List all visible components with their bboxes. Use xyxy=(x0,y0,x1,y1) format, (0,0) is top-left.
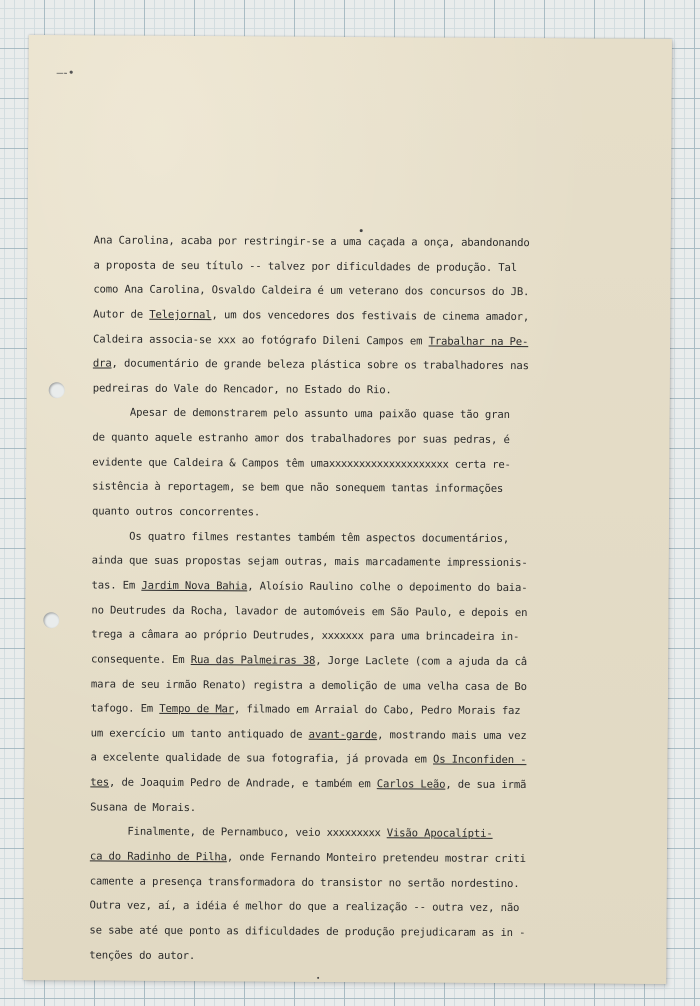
text-segment: certa re- xyxy=(448,458,511,471)
text-line xyxy=(93,278,653,306)
underlined-title: Visão Apocalípti- xyxy=(386,827,493,841)
text-line xyxy=(89,918,649,946)
text-line xyxy=(93,401,653,429)
text-segment: tenções do autor. xyxy=(89,949,196,962)
struck-out-text: xxxxxxxxx xyxy=(326,827,381,840)
text-segment: evidente que Caldeira & Campos têm uma xyxy=(92,456,329,470)
text-line xyxy=(90,844,650,872)
text-line xyxy=(91,623,651,651)
text-segment: tafogo. Em xyxy=(90,702,160,716)
text-line xyxy=(91,573,651,601)
underlined-title: Trabalhar na Pe- xyxy=(428,335,529,348)
text-line xyxy=(92,475,652,503)
text-line xyxy=(90,771,650,799)
underlined-title: tes xyxy=(90,776,110,789)
text-line xyxy=(92,499,652,527)
text-line xyxy=(93,302,653,330)
text-line xyxy=(91,598,651,626)
text-line xyxy=(92,426,652,454)
text-segment: Ana Carolina, acaba por restringir-se a uma caçada a onça, abandonando xyxy=(93,234,530,250)
text-segment: consequente. Em xyxy=(91,653,191,666)
typewritten-page xyxy=(23,35,672,984)
paper-speck xyxy=(317,977,319,979)
text-segment: para uma brincadeira in- xyxy=(363,630,520,644)
text-segment: , documentário de grande beleza plástica sobre os trabalhadores nas xyxy=(111,357,529,373)
text-line xyxy=(93,376,653,404)
text-segment: Susana de Morais. xyxy=(90,801,197,814)
text-segment: trega a câmara ao próprio Deutrudes, xyxy=(91,628,322,643)
underlined-title: Telejornal xyxy=(149,308,212,322)
text-segment: tas. Em xyxy=(91,579,142,592)
text-segment: , de sua irmã xyxy=(445,778,527,792)
struck-out-text: xxxxxxx xyxy=(321,630,364,643)
underlined-title: avant-garde xyxy=(308,728,378,741)
text-segment: um exercício um tanto antiquado de xyxy=(90,727,309,741)
text-line xyxy=(89,943,649,971)
document-body-text xyxy=(89,228,654,971)
struck-out-text: xxxxxxxxxxxxxxxxxxxx xyxy=(328,457,449,471)
text-segment: Apesar de demonstrarem pelo assunto uma paixão quase tão gran xyxy=(92,406,510,422)
text-line xyxy=(90,869,650,897)
text-segment: , Aloísio Raulino colhe o depoimento do baia- xyxy=(247,580,528,595)
underlined-title: dra xyxy=(92,357,112,370)
text-line xyxy=(90,746,650,774)
text-line xyxy=(92,549,652,577)
text-segment: , Jorge Laclete (com a ajuda da câ xyxy=(315,654,528,668)
text-segment: de quanto aquele estranho amor dos trabalhadores por suas pedras, é xyxy=(92,431,510,447)
text-line xyxy=(90,820,650,848)
text-segment: camente a presença transformadora do transistor no sertão nordestino. xyxy=(89,875,520,890)
text-line xyxy=(92,524,652,552)
struck-out-text: xxx xyxy=(217,333,236,346)
text-segment: , de Joaquim Pedro de Andrade, e também em xyxy=(108,776,377,791)
text-segment: a proposta de seu título -- talvez por dificuldades de produção. Tal xyxy=(93,259,518,274)
text-line xyxy=(93,327,653,355)
text-line xyxy=(91,697,651,725)
text-segment: Autor de xyxy=(93,308,150,321)
underlined-title: Jardim Nova Bahia xyxy=(141,579,248,593)
punch-hole-top xyxy=(49,382,65,398)
underlined-title: Carlos Leão xyxy=(376,778,446,791)
text-segment: pedreiras do Vale do Rencador, no Estado do Rio. xyxy=(92,382,392,397)
text-line xyxy=(91,721,651,749)
text-segment: mara de seu irmão Renato) registra a demolição de uma velha casa de Bo xyxy=(90,677,527,693)
text-line xyxy=(93,253,653,281)
text-segment: no Deutrudes da Rocha, lavador de automóveis em São Paulo, e depois en xyxy=(91,604,528,619)
text-line xyxy=(91,672,651,700)
text-segment: , mostrando mais uma vez xyxy=(377,728,527,742)
text-segment: Outra vez, aí, a idéia é melhor do que a realização -- outra vez, não xyxy=(89,899,520,915)
text-line xyxy=(89,894,649,922)
text-segment: , um dos vencedores dos festivais de cinema amador, xyxy=(211,309,530,324)
text-segment: quanto outros concorrentes. xyxy=(91,505,261,519)
text-segment: Caldeira associa-se xyxy=(93,333,218,346)
text-segment: Finalmente, de Pernambuco, veio xyxy=(89,825,327,840)
text-line xyxy=(93,352,653,380)
underlined-title: Tempo de Mar xyxy=(159,703,235,716)
text-line xyxy=(90,795,650,823)
underlined-title: Os Inconfiden - xyxy=(432,753,527,767)
text-segment: como Ana Carolina, Osvaldo Caldeira é um veterano dos concursos do JB. xyxy=(93,283,530,299)
text-segment: a excelente qualidade de sua fotografia, já provada em xyxy=(90,751,434,766)
text-line xyxy=(91,647,651,675)
punch-hole-bottom xyxy=(43,612,59,628)
underlined-title: ca do Radinho de Pilha xyxy=(89,850,227,864)
text-line xyxy=(94,228,654,256)
text-segment: se sabe até que ponto as dificuldades de produção prejudicaram as in - xyxy=(89,924,526,940)
text-segment: ainda que suas propostas sejam outras, mais marcadamente impressionis- xyxy=(91,554,528,570)
underlined-title: Rua das Palmeiras 38 xyxy=(190,653,316,667)
text-line xyxy=(92,450,652,478)
text-segment: Os quatro filmes restantes também têm aspectos documentários, xyxy=(91,530,510,545)
text-segment: sistência à reportagem, se bem que não sonequem tantas informações xyxy=(92,480,504,496)
header-mark: —-• xyxy=(56,66,74,80)
text-segment: ao fotógrafo Dileni Campos em xyxy=(235,333,429,348)
text-segment: , onde Fernando Monteiro pretendeu mostrar criti xyxy=(226,851,526,866)
text-segment: , filmado em Arraial do Cabo, Pedro Morais faz xyxy=(234,703,521,718)
